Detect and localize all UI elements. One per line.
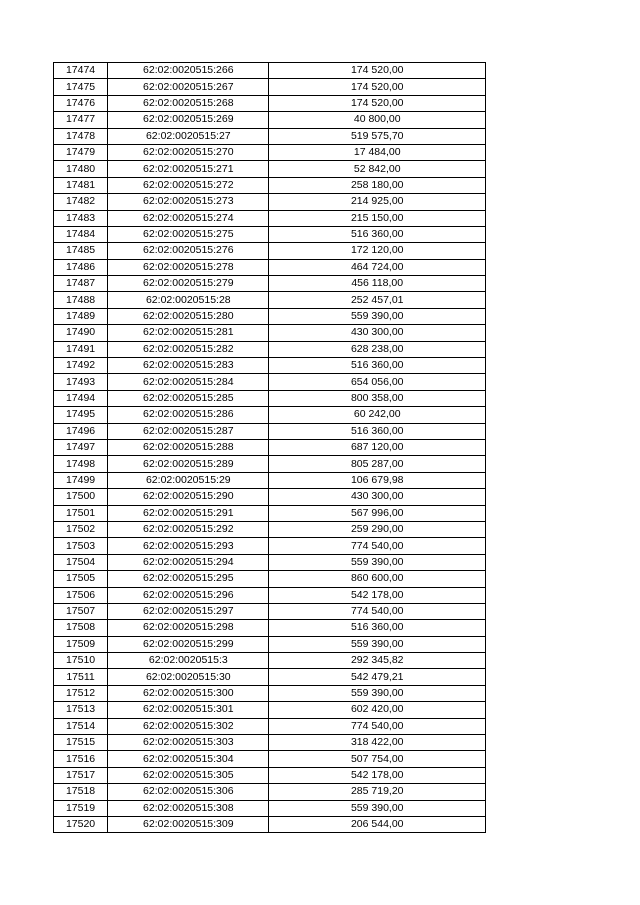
cadastral-value-cell: 800 358,00	[269, 390, 486, 406]
cadastral-number-cell: 62:02:0020515:306	[108, 784, 269, 800]
row-number-cell: 17511	[54, 669, 108, 685]
table-row	[54, 554, 486, 570]
row-number-cell: 17489	[54, 308, 108, 324]
row-number-cell: 17492	[54, 358, 108, 374]
cadastral-value-cell: 774 540,00	[269, 603, 486, 619]
cadastral-number-cell: 62:02:0020515:278	[108, 259, 269, 275]
table-row	[54, 538, 486, 554]
cadastral-value-cell: 259 290,00	[269, 521, 486, 537]
table-row	[54, 685, 486, 701]
cadastral-value-cell: 106 679,98	[269, 472, 486, 488]
cadastral-value-cell: 174 520,00	[269, 63, 486, 79]
cadastral-value-cell: 542 178,00	[269, 587, 486, 603]
row-number-cell: 17502	[54, 521, 108, 537]
row-number-cell: 17509	[54, 636, 108, 652]
row-number-cell: 17480	[54, 161, 108, 177]
cadastral-number-cell: 62:02:0020515:298	[108, 620, 269, 636]
cadastral-value-cell: 774 540,00	[269, 538, 486, 554]
cadastral-number-cell: 62:02:0020515:280	[108, 308, 269, 324]
table-row	[54, 751, 486, 767]
cadastral-value-cell: 430 300,00	[269, 489, 486, 505]
cadastral-number-cell: 62:02:0020515:29	[108, 472, 269, 488]
row-number-cell: 17486	[54, 259, 108, 275]
row-number-cell: 17520	[54, 816, 108, 832]
cadastral-value-cell: 215 150,00	[269, 210, 486, 226]
cadastral-number-cell: 62:02:0020515:309	[108, 816, 269, 832]
cadastral-number-cell: 62:02:0020515:267	[108, 79, 269, 95]
table-row	[54, 718, 486, 734]
row-number-cell: 17504	[54, 554, 108, 570]
cadastral-number-cell: 62:02:0020515:299	[108, 636, 269, 652]
cadastral-number-cell: 62:02:0020515:284	[108, 374, 269, 390]
cadastral-number-cell: 62:02:0020515:301	[108, 702, 269, 718]
cadastral-value-cell: 252 457,01	[269, 292, 486, 308]
cadastral-value-cell: 516 360,00	[269, 226, 486, 242]
row-number-cell: 17499	[54, 472, 108, 488]
cadastral-value-cell: 285 719,20	[269, 784, 486, 800]
cadastral-number-cell: 62:02:0020515:268	[108, 95, 269, 111]
row-number-cell: 17498	[54, 456, 108, 472]
cadastral-number-cell: 62:02:0020515:273	[108, 194, 269, 210]
cadastral-value-cell: 52 842,00	[269, 161, 486, 177]
table-row	[54, 194, 486, 210]
table-row	[54, 308, 486, 324]
table-row	[54, 341, 486, 357]
cadastral-number-cell: 62:02:0020515:276	[108, 243, 269, 259]
table-row	[54, 587, 486, 603]
table-row	[54, 702, 486, 718]
cadastral-value-table	[53, 62, 486, 833]
cadastral-value-cell: 628 238,00	[269, 341, 486, 357]
table-row	[54, 620, 486, 636]
cadastral-number-cell: 62:02:0020515:27	[108, 128, 269, 144]
table-row	[54, 292, 486, 308]
cadastral-number-cell: 62:02:0020515:282	[108, 341, 269, 357]
cadastral-number-cell: 62:02:0020515:305	[108, 767, 269, 783]
row-number-cell: 17487	[54, 276, 108, 292]
table-row	[54, 390, 486, 406]
table-row	[54, 505, 486, 521]
table-body	[54, 63, 486, 833]
row-number-cell: 17495	[54, 407, 108, 423]
table-row	[54, 800, 486, 816]
row-number-cell: 17488	[54, 292, 108, 308]
table-row	[54, 439, 486, 455]
row-number-cell: 17519	[54, 800, 108, 816]
table-row	[54, 177, 486, 193]
row-number-cell: 17508	[54, 620, 108, 636]
cadastral-number-cell: 62:02:0020515:274	[108, 210, 269, 226]
row-number-cell: 17485	[54, 243, 108, 259]
row-number-cell: 17516	[54, 751, 108, 767]
cadastral-value-cell: 860 600,00	[269, 571, 486, 587]
cadastral-value-cell: 60 242,00	[269, 407, 486, 423]
table-row	[54, 112, 486, 128]
table-row	[54, 423, 486, 439]
cadastral-value-cell: 542 479,21	[269, 669, 486, 685]
cadastral-number-cell: 62:02:0020515:272	[108, 177, 269, 193]
cadastral-value-cell: 516 360,00	[269, 620, 486, 636]
cadastral-number-cell: 62:02:0020515:269	[108, 112, 269, 128]
cadastral-number-cell: 62:02:0020515:291	[108, 505, 269, 521]
cadastral-value-cell: 559 390,00	[269, 308, 486, 324]
cadastral-number-cell: 62:02:0020515:285	[108, 390, 269, 406]
table-row	[54, 472, 486, 488]
cadastral-value-cell: 40 800,00	[269, 112, 486, 128]
row-number-cell: 17493	[54, 374, 108, 390]
row-number-cell: 17474	[54, 63, 108, 79]
row-number-cell: 17510	[54, 653, 108, 669]
table-row	[54, 128, 486, 144]
cadastral-value-cell: 464 724,00	[269, 259, 486, 275]
row-number-cell: 17503	[54, 538, 108, 554]
row-number-cell: 17478	[54, 128, 108, 144]
row-number-cell: 17506	[54, 587, 108, 603]
cadastral-value-cell: 774 540,00	[269, 718, 486, 734]
cadastral-value-cell: 559 390,00	[269, 554, 486, 570]
cadastral-number-cell: 62:02:0020515:275	[108, 226, 269, 242]
table-row	[54, 325, 486, 341]
cadastral-number-cell: 62:02:0020515:302	[108, 718, 269, 734]
table-row	[54, 489, 486, 505]
row-number-cell: 17507	[54, 603, 108, 619]
table-row	[54, 407, 486, 423]
row-number-cell: 17483	[54, 210, 108, 226]
table-row	[54, 374, 486, 390]
table-row	[54, 210, 486, 226]
cadastral-value-cell: 206 544,00	[269, 816, 486, 832]
cadastral-number-cell: 62:02:0020515:295	[108, 571, 269, 587]
cadastral-value-cell: 292 345,82	[269, 653, 486, 669]
cadastral-value-cell: 516 360,00	[269, 423, 486, 439]
cadastral-value-cell: 519 575,70	[269, 128, 486, 144]
cadastral-value-cell: 258 180,00	[269, 177, 486, 193]
table-row	[54, 95, 486, 111]
cadastral-value-cell: 654 056,00	[269, 374, 486, 390]
cadastral-number-cell: 62:02:0020515:288	[108, 439, 269, 455]
cadastral-number-cell: 62:02:0020515:308	[108, 800, 269, 816]
cadastral-value-cell: 174 520,00	[269, 79, 486, 95]
table-row	[54, 735, 486, 751]
table-row	[54, 636, 486, 652]
table-row	[54, 276, 486, 292]
cadastral-number-cell: 62:02:0020515:303	[108, 735, 269, 751]
row-number-cell: 17494	[54, 390, 108, 406]
cadastral-value-cell: 214 925,00	[269, 194, 486, 210]
cadastral-value-cell: 559 390,00	[269, 685, 486, 701]
table-row	[54, 669, 486, 685]
row-number-cell: 17514	[54, 718, 108, 734]
row-number-cell: 17490	[54, 325, 108, 341]
cadastral-number-cell: 62:02:0020515:30	[108, 669, 269, 685]
table-row	[54, 784, 486, 800]
cadastral-number-cell: 62:02:0020515:289	[108, 456, 269, 472]
table-row	[54, 161, 486, 177]
cadastral-number-cell: 62:02:0020515:28	[108, 292, 269, 308]
cadastral-number-cell: 62:02:0020515:297	[108, 603, 269, 619]
cadastral-value-cell: 542 178,00	[269, 767, 486, 783]
row-number-cell: 17501	[54, 505, 108, 521]
cadastral-number-cell: 62:02:0020515:296	[108, 587, 269, 603]
cadastral-value-cell: 456 118,00	[269, 276, 486, 292]
cadastral-value-cell: 559 390,00	[269, 636, 486, 652]
row-number-cell: 17482	[54, 194, 108, 210]
table-row	[54, 226, 486, 242]
cadastral-number-cell: 62:02:0020515:271	[108, 161, 269, 177]
table-row	[54, 571, 486, 587]
cadastral-value-cell: 318 422,00	[269, 735, 486, 751]
table-row	[54, 243, 486, 259]
row-number-cell: 17491	[54, 341, 108, 357]
cadastral-number-cell: 62:02:0020515:294	[108, 554, 269, 570]
cadastral-value-cell: 687 120,00	[269, 439, 486, 455]
table-row	[54, 144, 486, 160]
cadastral-number-cell: 62:02:0020515:279	[108, 276, 269, 292]
table-row	[54, 653, 486, 669]
cadastral-value-cell: 507 754,00	[269, 751, 486, 767]
cadastral-number-cell: 62:02:0020515:290	[108, 489, 269, 505]
cadastral-number-cell: 62:02:0020515:304	[108, 751, 269, 767]
row-number-cell: 17505	[54, 571, 108, 587]
row-number-cell: 17496	[54, 423, 108, 439]
row-number-cell: 17477	[54, 112, 108, 128]
row-number-cell: 17479	[54, 144, 108, 160]
row-number-cell: 17476	[54, 95, 108, 111]
row-number-cell: 17515	[54, 735, 108, 751]
cadastral-value-cell: 602 420,00	[269, 702, 486, 718]
table-row	[54, 521, 486, 537]
cadastral-number-cell: 62:02:0020515:287	[108, 423, 269, 439]
row-number-cell: 17481	[54, 177, 108, 193]
table-row	[54, 358, 486, 374]
table-row	[54, 603, 486, 619]
cadastral-number-cell: 62:02:0020515:286	[108, 407, 269, 423]
row-number-cell: 17500	[54, 489, 108, 505]
table-row	[54, 816, 486, 832]
table-row	[54, 259, 486, 275]
cadastral-value-cell: 559 390,00	[269, 800, 486, 816]
row-number-cell: 17518	[54, 784, 108, 800]
table-row	[54, 63, 486, 79]
cadastral-value-cell: 805 287,00	[269, 456, 486, 472]
cadastral-number-cell: 62:02:0020515:3	[108, 653, 269, 669]
table-row	[54, 767, 486, 783]
cadastral-number-cell: 62:02:0020515:300	[108, 685, 269, 701]
table-row	[54, 79, 486, 95]
cadastral-number-cell: 62:02:0020515:292	[108, 521, 269, 537]
cadastral-value-cell: 17 484,00	[269, 144, 486, 160]
row-number-cell: 17497	[54, 439, 108, 455]
cadastral-value-cell: 516 360,00	[269, 358, 486, 374]
cadastral-number-cell: 62:02:0020515:293	[108, 538, 269, 554]
cadastral-number-cell: 62:02:0020515:283	[108, 358, 269, 374]
cadastral-number-cell: 62:02:0020515:281	[108, 325, 269, 341]
table-row	[54, 456, 486, 472]
row-number-cell: 17484	[54, 226, 108, 242]
cadastral-value-cell: 174 520,00	[269, 95, 486, 111]
cadastral-number-cell: 62:02:0020515:266	[108, 63, 269, 79]
row-number-cell: 17512	[54, 685, 108, 701]
row-number-cell: 17475	[54, 79, 108, 95]
cadastral-number-cell: 62:02:0020515:270	[108, 144, 269, 160]
cadastral-value-cell: 430 300,00	[269, 325, 486, 341]
row-number-cell: 17513	[54, 702, 108, 718]
cadastral-value-cell: 172 120,00	[269, 243, 486, 259]
cadastral-value-cell: 567 996,00	[269, 505, 486, 521]
row-number-cell: 17517	[54, 767, 108, 783]
